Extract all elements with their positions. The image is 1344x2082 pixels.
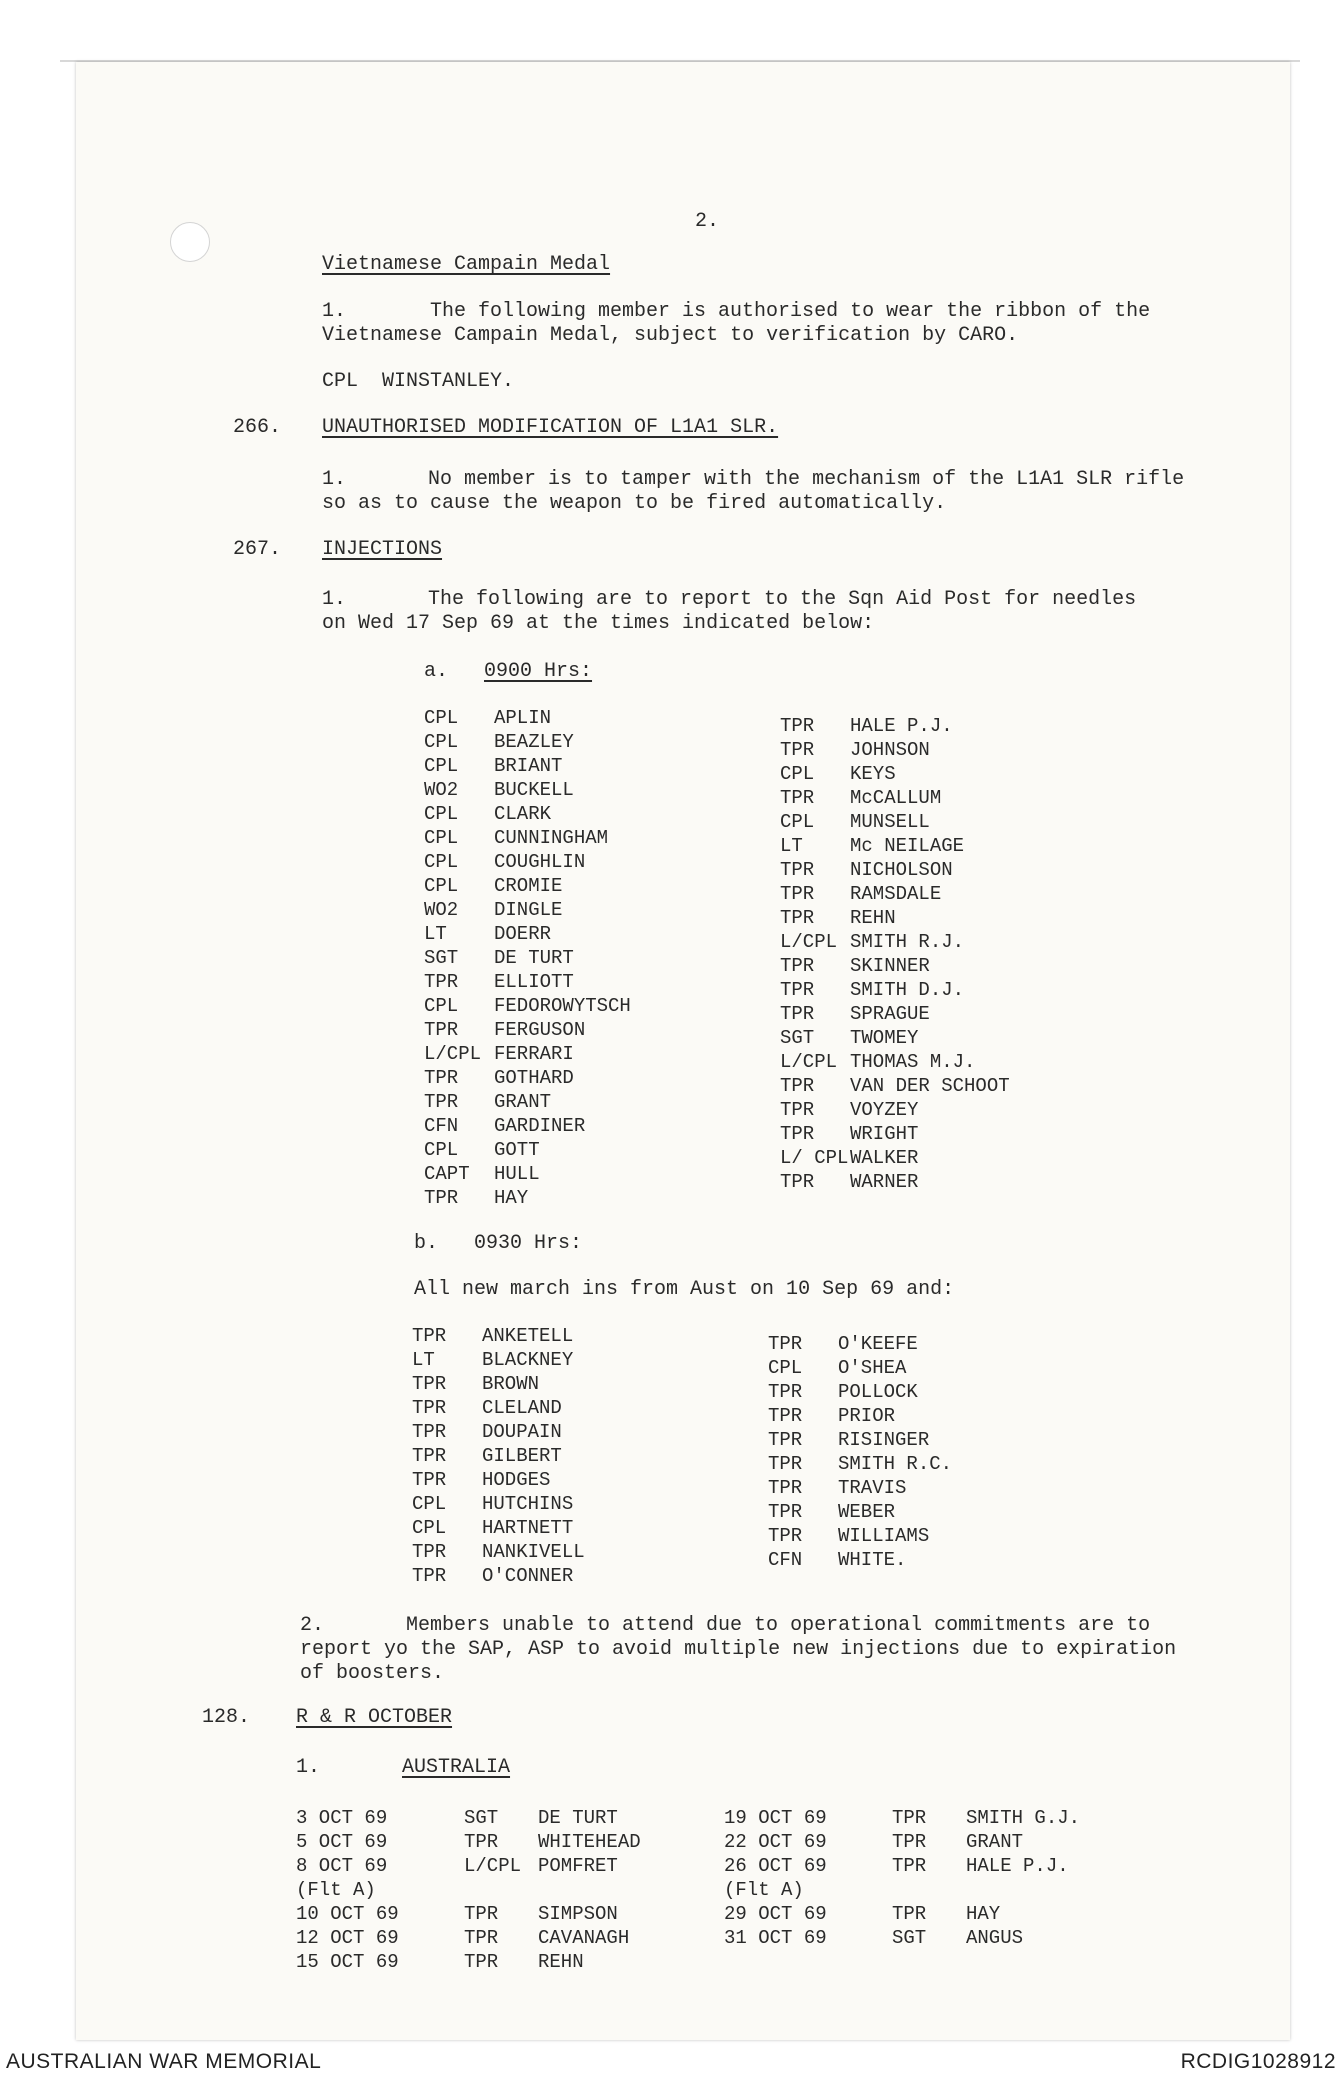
entry-name: RAMSDALE — [850, 883, 942, 905]
sec266-paragraph: No member is to tamper with the mechanism of the L1A1 SLR rifle so as to cause the weapon to be fired automatically. — [322, 468, 1185, 515]
entry-rank: TPR — [412, 1541, 447, 1563]
entry-name: CAVANAGH — [538, 1927, 630, 1949]
list-item — [768, 1404, 952, 1428]
sec267-para2-number: 2. — [300, 1614, 325, 1637]
group-a-label: a. — [424, 660, 449, 683]
entry-rank: CPL — [424, 1139, 459, 1161]
entry-rank: TPR — [768, 1501, 803, 1523]
list-item — [780, 834, 1010, 858]
list-item — [412, 1396, 585, 1420]
entry-rank: CPL — [424, 827, 459, 849]
list-item — [780, 714, 1010, 738]
footer-institution: AUSTRALIAN WAR MEMORIAL — [6, 2050, 322, 2073]
entry-name: WHITEHEAD — [538, 1831, 641, 1853]
entry-rank: TPR — [768, 1429, 803, 1451]
entry-name: REHN — [538, 1951, 584, 1973]
entry-rank: L/ CPL — [780, 1147, 849, 1169]
list-item — [424, 1066, 631, 1090]
entry-rank: TPR — [424, 1187, 459, 1209]
entry-name: CLARK — [494, 803, 552, 825]
list-item — [768, 1452, 952, 1476]
entry-rank: TPR — [780, 955, 815, 977]
list-item — [768, 1428, 952, 1452]
list-item — [412, 1324, 585, 1348]
group-b-left-list — [412, 1324, 585, 1588]
list-item — [296, 1902, 641, 1926]
entry-name: SIMPSON — [538, 1903, 618, 1925]
entry-date: 5 OCT 69 — [296, 1831, 388, 1853]
entry-name: BEAZLEY — [494, 731, 574, 753]
sec267-number: 267. — [233, 538, 282, 561]
entry-date: 12 OCT 69 — [296, 1927, 399, 1949]
list-item — [424, 850, 631, 874]
entry-date: (Flt A) — [296, 1879, 376, 1901]
list-item — [424, 730, 631, 754]
entry-rank: WO2 — [424, 899, 459, 921]
list-item — [296, 1806, 641, 1830]
entry-date: 29 OCT 69 — [724, 1903, 827, 1925]
list-item — [296, 1854, 641, 1878]
entry-name: HUTCHINS — [482, 1493, 574, 1515]
entry-rank: TPR — [768, 1525, 803, 1547]
entry-name: McCALLUM — [850, 787, 942, 809]
entry-rank: TPR — [780, 739, 815, 761]
list-item — [780, 930, 1010, 954]
page-number: 2. — [695, 210, 720, 233]
list-item — [724, 1830, 1080, 1854]
entry-rank: TPR — [424, 1019, 459, 1041]
entry-rank: CPL — [412, 1517, 447, 1539]
entry-date: 22 OCT 69 — [724, 1831, 827, 1853]
list-item — [424, 898, 631, 922]
entry-rank: TPR — [424, 1067, 459, 1089]
list-item — [780, 1026, 1010, 1050]
entry-rank: L/CPL — [464, 1855, 522, 1877]
entry-rank: TPR — [780, 859, 815, 881]
list-item — [424, 946, 631, 970]
entry-rank: TPR — [892, 1831, 927, 1853]
entry-rank: TPR — [768, 1453, 803, 1475]
list-item — [780, 786, 1010, 810]
entry-name: KEYS — [850, 763, 896, 785]
entry-rank: TPR — [412, 1421, 447, 1443]
entry-name: TRAVIS — [838, 1477, 907, 1499]
entry-rank: SGT — [424, 947, 459, 969]
entry-name: CUNNINGHAM — [494, 827, 609, 849]
entry-name: GILBERT — [482, 1445, 562, 1467]
entry-name: DE TURT — [494, 947, 574, 969]
sec266-para-number: 1. — [322, 468, 347, 491]
entry-name: ELLIOTT — [494, 971, 574, 993]
entry-rank: CPL — [424, 803, 459, 825]
entry-name: APLIN — [494, 707, 552, 729]
list-item — [424, 826, 631, 850]
entry-name: O'KEEFE — [838, 1333, 918, 1355]
group-a-left-list — [424, 706, 631, 1210]
list-item — [768, 1548, 952, 1572]
entry-rank: TPR — [768, 1333, 803, 1355]
list-item — [780, 762, 1010, 786]
list-item — [780, 858, 1010, 882]
list-item — [724, 1902, 1080, 1926]
entry-name: VOYZEY — [850, 1099, 919, 1121]
entry-name: NANKIVELL — [482, 1541, 585, 1563]
entry-name: HULL — [494, 1163, 540, 1185]
entry-name: BUCKELL — [494, 779, 574, 801]
list-item — [412, 1564, 585, 1588]
entry-rank: CPL — [412, 1493, 447, 1515]
list-item — [424, 754, 631, 778]
entry-name: CROMIE — [494, 875, 563, 897]
entry-rank: TPR — [412, 1325, 447, 1347]
entry-rank: TPR — [768, 1381, 803, 1403]
entry-rank: CPL — [424, 755, 459, 777]
list-item — [768, 1500, 952, 1524]
entry-rank: CPL — [780, 811, 815, 833]
entry-rank: SGT — [892, 1927, 927, 1949]
list-item — [780, 954, 1010, 978]
entry-rank: TPR — [780, 979, 815, 1001]
sec128-heading: R & R OCTOBER — [296, 1706, 453, 1729]
entry-name: WEBER — [838, 1501, 896, 1523]
list-item — [424, 1114, 631, 1138]
list-item — [424, 1018, 631, 1042]
entry-rank: TPR — [780, 715, 815, 737]
rr-left-list — [296, 1806, 641, 1974]
entry-name: TWOMEY — [850, 1027, 919, 1049]
entry-rank: LT — [424, 923, 447, 945]
entry-rank: CPL — [424, 851, 459, 873]
list-item — [424, 802, 631, 826]
entry-name: THOMAS M.J. — [850, 1051, 976, 1073]
list-item — [424, 922, 631, 946]
entry-name: COUGHLIN — [494, 851, 586, 873]
punch-hole — [170, 222, 210, 262]
entry-name: JOHNSON — [850, 739, 930, 761]
entry-date: (Flt A) — [724, 1879, 804, 1901]
list-item — [780, 1146, 1010, 1170]
entry-date: 31 OCT 69 — [724, 1927, 827, 1949]
entry-name: O'CONNER — [482, 1565, 574, 1587]
entry-name: SKINNER — [850, 955, 930, 977]
entry-name: DE TURT — [538, 1807, 618, 1829]
entry-rank: CPL — [780, 763, 815, 785]
document-sheet — [76, 62, 1290, 2040]
entry-name: HAY — [494, 1187, 529, 1209]
entry-rank: TPR — [892, 1807, 927, 1829]
list-item — [412, 1372, 585, 1396]
entry-rank: CPL — [424, 995, 459, 1017]
entry-rank: TPR — [780, 1099, 815, 1121]
entry-name: Mc NEILAGE — [850, 835, 965, 857]
entry-rank: L/CPL — [424, 1043, 482, 1065]
entry-rank: TPR — [412, 1373, 447, 1395]
entry-name: SMITH D.J. — [850, 979, 965, 1001]
rr-right-list — [724, 1806, 1080, 1950]
list-item — [780, 1098, 1010, 1122]
entry-rank: L/CPL — [780, 1051, 838, 1073]
entry-rank: WO2 — [424, 779, 459, 801]
list-item — [412, 1348, 585, 1372]
list-item — [724, 1878, 1080, 1902]
entry-rank: SGT — [464, 1807, 499, 1829]
entry-name: DOERR — [494, 923, 552, 945]
entry-rank: TPR — [424, 971, 459, 993]
entry-rank: TPR — [780, 883, 815, 905]
entry-name: SPRAGUE — [850, 1003, 930, 1025]
entry-date: 8 OCT 69 — [296, 1855, 388, 1877]
list-item — [424, 706, 631, 730]
entry-rank: L/CPL — [780, 931, 838, 953]
entry-rank: TPR — [768, 1477, 803, 1499]
entry-name: GRANT — [966, 1831, 1024, 1853]
entry-rank: TPR — [780, 1075, 815, 1097]
vcm-paragraph: The following member is authorised to wear the ribbon of the Vietnamese Campain Medal, subject to verification by CARO. — [322, 300, 1151, 347]
list-item — [412, 1444, 585, 1468]
australia-subheading: AUSTRALIA — [402, 1756, 511, 1779]
list-item — [724, 1806, 1080, 1830]
entry-date: 15 OCT 69 — [296, 1951, 399, 1973]
list-item — [780, 738, 1010, 762]
sec128-number: 128. — [202, 1706, 251, 1729]
list-item — [424, 1162, 631, 1186]
list-item — [424, 778, 631, 802]
list-item — [780, 1074, 1010, 1098]
list-item — [780, 1122, 1010, 1146]
entry-rank: TPR — [464, 1903, 499, 1925]
entry-name: HAY — [966, 1903, 1001, 1925]
list-item — [724, 1854, 1080, 1878]
sec267-para-number: 1. — [322, 588, 347, 611]
entry-name: RISINGER — [838, 1429, 930, 1451]
entry-name: POMFRET — [538, 1855, 618, 1877]
sec266-heading: UNAUTHORISED MODIFICATION OF L1A1 SLR. — [322, 416, 779, 439]
list-item — [296, 1950, 641, 1974]
entry-name: SMITH G.J. — [966, 1807, 1081, 1829]
entry-rank: CFN — [768, 1549, 803, 1571]
entry-rank: TPR — [780, 907, 815, 929]
entry-name: DOUPAIN — [482, 1421, 562, 1443]
entry-name: WHITE. — [838, 1549, 907, 1571]
entry-rank: TPR — [780, 1123, 815, 1145]
group-b-right-list — [768, 1332, 952, 1572]
entry-name: GOTHARD — [494, 1067, 574, 1089]
vcm-heading: Vietnamese Campain Medal — [322, 253, 611, 276]
entry-name: NICHOLSON — [850, 859, 953, 881]
entry-name: HARTNETT — [482, 1517, 574, 1539]
entry-name: GARDINER — [494, 1115, 586, 1137]
entry-rank: CPL — [424, 707, 459, 729]
sec267-para2: Members unable to attend due to operational commitments are to report yo the SAP, ASP to avoid multiple new injections due to expiration of boosters. — [300, 1614, 1177, 1685]
sec267-paragraph: The following are to report to the Sqn Aid Post for needles on Wed 17 Sep 69 at the times indicated below: — [322, 588, 1137, 635]
list-item — [768, 1332, 952, 1356]
list-item — [296, 1926, 641, 1950]
list-item — [780, 1002, 1010, 1026]
entry-rank: TPR — [892, 1855, 927, 1877]
entry-rank: TPR — [892, 1903, 927, 1925]
entry-rank: LT — [780, 835, 803, 857]
list-item — [424, 970, 631, 994]
sec267-heading: INJECTIONS — [322, 538, 443, 561]
vcm-para-number: 1. — [322, 300, 347, 323]
group-b-time: 0930 Hrs: — [474, 1232, 583, 1255]
sec128-para-number: 1. — [296, 1756, 321, 1779]
list-item — [424, 994, 631, 1018]
entry-rank: TPR — [412, 1565, 447, 1587]
list-item — [412, 1492, 585, 1516]
entry-date: 3 OCT 69 — [296, 1807, 388, 1829]
entry-rank: CAPT — [424, 1163, 470, 1185]
entry-name: HALE P.J. — [850, 715, 953, 737]
entry-name: BRIANT — [494, 755, 563, 777]
list-item — [424, 1186, 631, 1210]
entry-name: HALE P.J. — [966, 1855, 1069, 1877]
entry-rank: LT — [412, 1349, 435, 1371]
list-item — [780, 882, 1010, 906]
entry-name: GRANT — [494, 1091, 552, 1113]
entry-rank: TPR — [780, 787, 815, 809]
entry-rank: TPR — [464, 1927, 499, 1949]
entry-name: CLELAND — [482, 1397, 562, 1419]
entry-name: FEDOROWYTSCH — [494, 995, 631, 1017]
list-item — [780, 978, 1010, 1002]
list-item — [424, 1138, 631, 1162]
entry-rank: TPR — [780, 1171, 815, 1193]
entry-name: REHN — [850, 907, 896, 929]
entry-rank: TPR — [780, 1003, 815, 1025]
list-item — [424, 874, 631, 898]
entry-rank: TPR — [464, 1951, 499, 1973]
entry-name: SMITH R.J. — [850, 931, 965, 953]
entry-rank: TPR — [768, 1405, 803, 1427]
entry-name: BLACKNEY — [482, 1349, 574, 1371]
entry-name: ANKETELL — [482, 1325, 574, 1347]
entry-name: ANGUS — [966, 1927, 1024, 1949]
entry-name: WALKER — [850, 1147, 919, 1169]
list-item — [424, 1090, 631, 1114]
sec266-number: 266. — [233, 416, 282, 439]
entry-rank: SGT — [780, 1027, 815, 1049]
group-b-label: b. — [414, 1232, 439, 1255]
entry-date: 26 OCT 69 — [724, 1855, 827, 1877]
entry-name: HODGES — [482, 1469, 551, 1491]
entry-rank: TPR — [464, 1831, 499, 1853]
entry-name: VAN DER SCHOOT — [850, 1075, 1010, 1097]
entry-rank: TPR — [412, 1397, 447, 1419]
list-item — [768, 1356, 952, 1380]
entry-name: O'SHEA — [838, 1357, 907, 1379]
entry-name: FERRARI — [494, 1043, 574, 1065]
entry-date: 10 OCT 69 — [296, 1903, 399, 1925]
list-item — [424, 1042, 631, 1066]
group-a-time: 0900 Hrs: — [484, 660, 593, 683]
list-item — [412, 1540, 585, 1564]
entry-rank: TPR — [424, 1091, 459, 1113]
list-item — [780, 1170, 1010, 1194]
entry-rank: CFN — [424, 1115, 459, 1137]
list-item — [768, 1380, 952, 1404]
entry-name: FERGUSON — [494, 1019, 586, 1041]
entry-name: SMITH R.C. — [838, 1453, 953, 1475]
list-item — [780, 1050, 1010, 1074]
entry-name: MUNSELL — [850, 811, 930, 833]
entry-name: POLLOCK — [838, 1381, 918, 1403]
list-item — [296, 1878, 641, 1902]
entry-name: BROWN — [482, 1373, 540, 1395]
list-item — [768, 1476, 952, 1500]
entry-rank: CPL — [424, 731, 459, 753]
entry-name: WILLIAMS — [838, 1525, 930, 1547]
list-item — [412, 1516, 585, 1540]
list-item — [780, 810, 1010, 834]
group-a-right-list — [780, 714, 1010, 1194]
entry-name: WRIGHT — [850, 1123, 919, 1145]
vcm-member: CPL WINSTANLEY. — [322, 370, 515, 393]
list-item — [768, 1524, 952, 1548]
entry-name: WARNER — [850, 1171, 919, 1193]
entry-rank: TPR — [412, 1445, 447, 1467]
entry-name: GOTT — [494, 1139, 540, 1161]
entry-rank: TPR — [412, 1469, 447, 1491]
entry-name: DINGLE — [494, 899, 563, 921]
entry-date: 19 OCT 69 — [724, 1807, 827, 1829]
list-item — [412, 1420, 585, 1444]
entry-rank: CPL — [768, 1357, 803, 1379]
group-b-intro: All new march ins from Aust on 10 Sep 69 and: — [414, 1278, 955, 1301]
list-item — [780, 906, 1010, 930]
list-item — [724, 1926, 1080, 1950]
list-item — [296, 1830, 641, 1854]
list-item — [412, 1468, 585, 1492]
entry-name: PRIOR — [838, 1405, 896, 1427]
footer-reference: RCDIG1028912 — [1180, 2050, 1336, 2073]
entry-rank: CPL — [424, 875, 459, 897]
